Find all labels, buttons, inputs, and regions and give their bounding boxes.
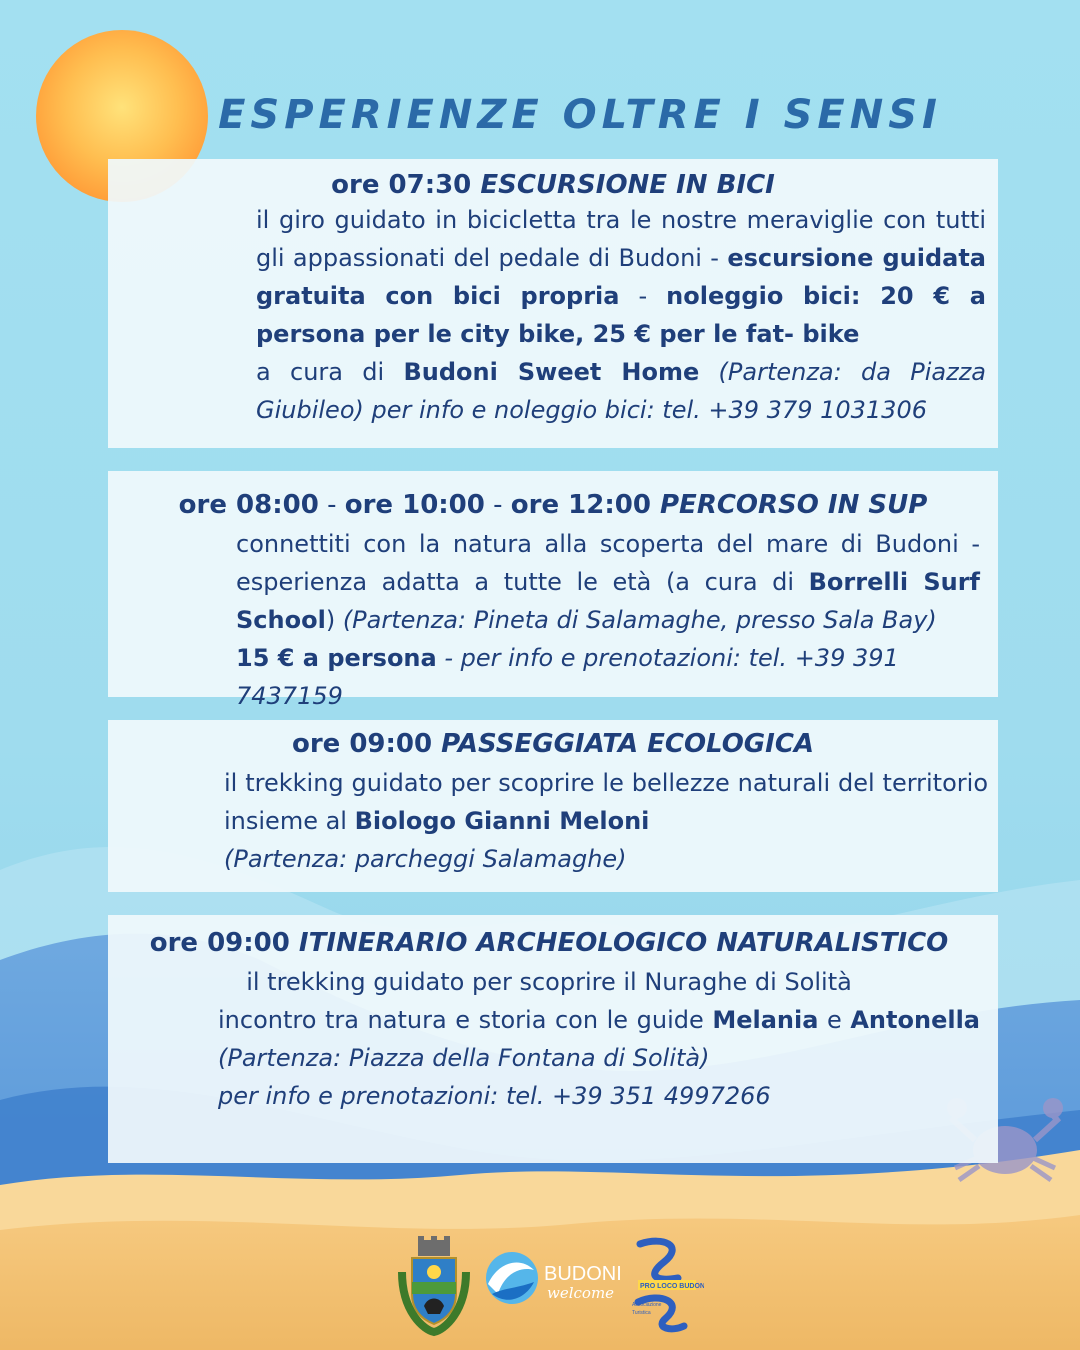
guide-name: Antonella <box>850 1006 980 1034</box>
departure-info: (Partenza: Pineta di Salamaghe, presso Sala Bay) <box>335 606 937 634</box>
welcome-text: welcome <box>547 1284 615 1302</box>
departure-info: (Partenza: da Piazza Giubileo) per info e noleggio bici: tel. +39 379 1031306 <box>256 358 986 424</box>
description-text: incontro tra natura e storia con le guide <box>218 1006 713 1034</box>
rental-price-text: noleggio bici: 20 € a persona per le city bike, 25 € per le fat- bike <box>256 282 986 348</box>
event-card-archaeology <box>108 915 998 1163</box>
event-card-bike <box>108 159 998 448</box>
proloco-sub1: Associazione <box>632 1302 662 1308</box>
contact-info: - per info e prenotazioni: tel. +39 391 7437159 <box>236 644 899 710</box>
free-tour-text: escursione guidata gratuita con bici propria <box>256 244 986 310</box>
event-guides <box>218 1001 980 1077</box>
proloco-sub2: Turistica <box>632 1310 651 1316</box>
organizer-name: Borrelli Surf School <box>236 568 981 634</box>
event-organizer <box>128 353 986 429</box>
organizer-name: Budoni Sweet Home <box>403 358 700 386</box>
separator: - <box>619 282 667 310</box>
departure-info <box>224 840 988 878</box>
event-time: ore 09:00 <box>291 729 433 759</box>
pro-loco-logo <box>632 1241 704 1329</box>
departure-text: (Partenza: parcheggi Salamaghe) <box>224 845 627 873</box>
event-activity: PASSEGGIATA ECOLOGICA <box>441 729 815 759</box>
event-description <box>128 201 986 353</box>
description-text: connettiti con la natura alla scoperta del mare di Budoni - esperienza adatta a tutte le età (a cura di <box>236 530 980 596</box>
event-heading <box>118 728 988 760</box>
event-activity: ITINERARIO ARCHEOLOGICO NATURALISTICO <box>298 928 949 958</box>
proloco-name: PRO LOCO BUDONI <box>640 1283 704 1290</box>
event-description: il trekking guidato per scoprire il Nuraghe di Solità <box>246 968 852 996</box>
separator: - <box>484 490 511 520</box>
event-card-sup <box>108 471 998 710</box>
budoni-text: BUDONI <box>544 1263 622 1285</box>
event-heading <box>118 923 980 963</box>
guide-name: Biologo Gianni Meloni <box>354 807 650 835</box>
logos-art <box>394 1232 704 1337</box>
event-activity: PERCORSO IN SUP <box>660 490 928 520</box>
page-title: ESPERIENZE OLTRE I SENSI <box>218 92 942 138</box>
departure-info: (Partenza: Piazza della Fontana di Solità) <box>218 1044 710 1072</box>
description-text: il trekking guidato per scoprire le bellezze naturali del territorio insieme al <box>224 769 988 835</box>
event-activity: ESCURSIONE IN BICI <box>480 170 775 200</box>
conjunction: e <box>818 1006 851 1034</box>
event-price-line <box>236 639 980 715</box>
coat-of-arms-icon <box>402 1236 466 1332</box>
guide-name: Melania <box>712 1006 819 1034</box>
contact-info: per info e prenotazioni: tel. +39 351 4997266 <box>218 1082 771 1110</box>
description-text: il giro guidato in bicicletta tra le nostre meraviglie con tutti gli appassionati del pedale di Budoni - <box>256 206 986 272</box>
event-time: ore 09:00 <box>149 928 290 958</box>
separator: - <box>318 490 345 520</box>
event-time: ore 08:00 <box>178 490 319 520</box>
event-card-eco-walk <box>108 720 998 892</box>
event-description <box>224 764 988 840</box>
price-text: 15 € a persona <box>236 644 437 672</box>
event-heading <box>120 169 986 201</box>
event-heading <box>126 489 980 521</box>
event-time: ore 10:00 <box>344 490 485 520</box>
event-time: ore 12:00 <box>510 490 651 520</box>
contact-line <box>218 1077 980 1115</box>
sponsor-logos <box>394 1232 704 1337</box>
paren-close: ) <box>325 606 336 634</box>
budoni-welcome-logo <box>486 1252 622 1304</box>
event-time: ore 07:30 <box>331 170 472 200</box>
event-description <box>236 525 980 639</box>
care-prefix: a cura di <box>256 358 404 386</box>
